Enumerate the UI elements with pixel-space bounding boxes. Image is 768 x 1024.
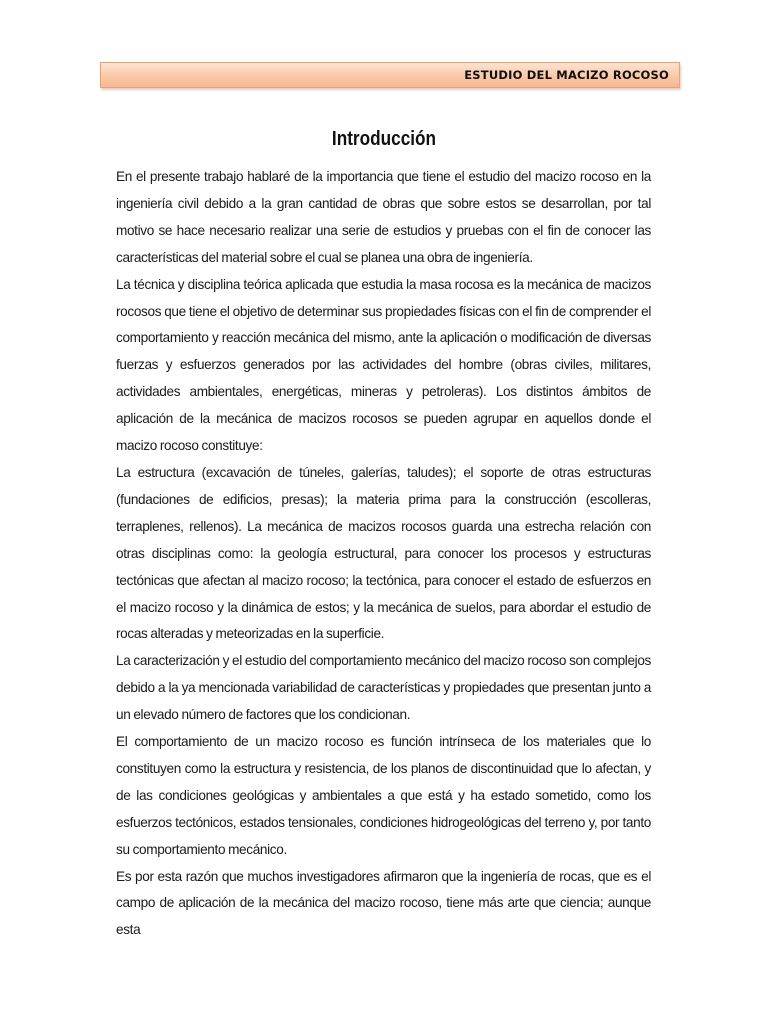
paragraph: En el presente trabajo hablaré de la importancia que tiene el estudio del macizo rocoso en la ingeniería civil debido a la gran cantidad de obras que sobre estos se desarrollan, por tal motivo se hace necesario realizar una serie de estudios y pruebas con el fin de conocer las características del material sobre el cual se planea una obra de ingeniería. (116, 169, 651, 265)
body-text (116, 164, 651, 938)
header-title: ESTUDIO DEL MACIZO ROCOSO (464, 68, 669, 82)
paragraph: Es por esta razón que muchos investigadores afirmaron que la ingeniería de rocas, que es el campo de aplicación de la mecánica del macizo rocoso, tiene más arte que ciencia; aunque esta (116, 868, 651, 938)
paragraph: La técnica y disciplina teórica aplicada que estudia la masa rocosa es la mecánica de macizos rocosos que tiene el objetivo de determinar sus propiedades físicas con el fin de comprender el comportamiento y reacción mecánica del mismo, ante la aplicación o modificación de diversas fuerzas y esfuerzos generados por las actividades del hombre (obras civiles, militares, actividades ambientales, energéticas, mineras y petroleras). Los distintos ámbitos de aplicación de la mecánica de macizos rocosos se pueden agrupar en aquellos donde el macizo rocoso constituye: (116, 276, 651, 454)
section-heading: Introducción (331, 128, 437, 150)
page-header (100, 62, 680, 88)
paragraph: La caracterización y el estudio del comportamiento mecánico del macizo rocoso son complejos debido a la ya mencionada variabilidad de características y propiedades que presentan junto a un elevado número de factores que los condicionan. (116, 653, 651, 723)
paragraph: La estructura (excavación de túneles, galerías, taludes); el soporte de otras estructuras (fundaciones de edificios, presas); la materia prima para la construcción (escolleras, terraplenes, rellenos). La mecánica de macizos rocosos guarda una estrecha relación con otras disciplinas como: la geología estructural, para conocer los procesos y estructuras tectónicas que afectan al macizo rocoso; la tectónica, para conocer el estado de esfuerzos en el macizo rocoso y la dinámica de estos; y la mecánica de suelos, para abordar el estudio de rocas alteradas y meteorizadas en la superficie. (116, 464, 651, 642)
paragraph: El comportamiento de un macizo rocoso es función intrínseca de los materiales que lo constituyen como la estructura y resistencia, de los planos de discontinuidad que lo afectan, y de las condiciones geológicas y ambientales a que está y ha estado sometido, como los esfuerzos tectónicos, estados tensionales, condiciones hidrogeológicas del terreno y, por tanto su comportamiento mecánico. (116, 734, 651, 857)
